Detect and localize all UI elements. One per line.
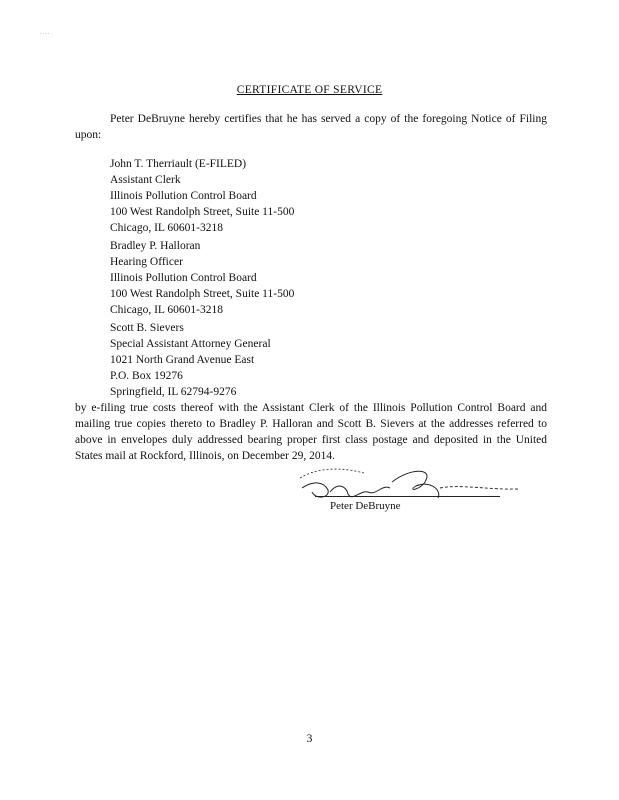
handwritten-signature <box>290 462 530 508</box>
recipient-block-therriault <box>110 156 294 236</box>
signature-stroke <box>440 487 518 490</box>
signer-name: Peter DeBruyne <box>330 500 401 512</box>
address-line: Hearing Officer <box>110 256 183 268</box>
address-line: 100 West Randolph Street, Suite 11-500 <box>110 288 295 300</box>
corner-mark: .... <box>40 30 50 36</box>
address-line: 100 West Randolph Street, Suite 11-500 <box>110 206 295 218</box>
address-line: Bradley P. Halloran <box>110 240 201 252</box>
signature-stroke <box>300 469 364 478</box>
address-line: Assistant Clerk <box>110 174 181 186</box>
recipient-block-halloran <box>110 238 294 318</box>
address-line: P.O. Box 19276 <box>110 370 183 382</box>
address-line: Chicago, IL 60601-3218 <box>110 222 223 234</box>
address-line: Springfield, IL 62794-9276 <box>110 386 237 398</box>
page-number: 3 <box>306 733 313 745</box>
closing-paragraph: by e-filing true costs thereof with the Assistant Clerk of the Illinois Pollution Control Board and mailing true copies thereto to Bradley P. Halloran and Scott B. Sievers at the addresses referred to above in envelopes duly addressed bearing proper first class postage and deposited in the United States mail at Rockford, Illinois, on December 29, 2014. <box>75 402 547 462</box>
signature-line <box>315 496 500 497</box>
document-title: CERTIFICATE OF SERVICE <box>236 84 383 96</box>
signature-stroke <box>392 471 439 498</box>
address-line: Special Assistant Attorney General <box>110 338 271 350</box>
address-line: Illinois Pollution Control Board <box>110 190 257 202</box>
address-line: John T. Therriault (E-FILED) <box>110 158 247 170</box>
intro-paragraph: Peter DeBruyne hereby certifies that he has served a copy of the foregoing Notice of Filing upon: <box>75 113 547 141</box>
address-line: Illinois Pollution Control Board <box>110 272 257 284</box>
address-line: Chicago, IL 60601-3218 <box>110 304 223 316</box>
signature-stroke <box>302 483 328 497</box>
address-line: Scott B. Sievers <box>110 322 184 334</box>
recipient-block-sievers <box>110 320 271 400</box>
address-line: 1021 North Grand Avenue East <box>110 354 255 366</box>
